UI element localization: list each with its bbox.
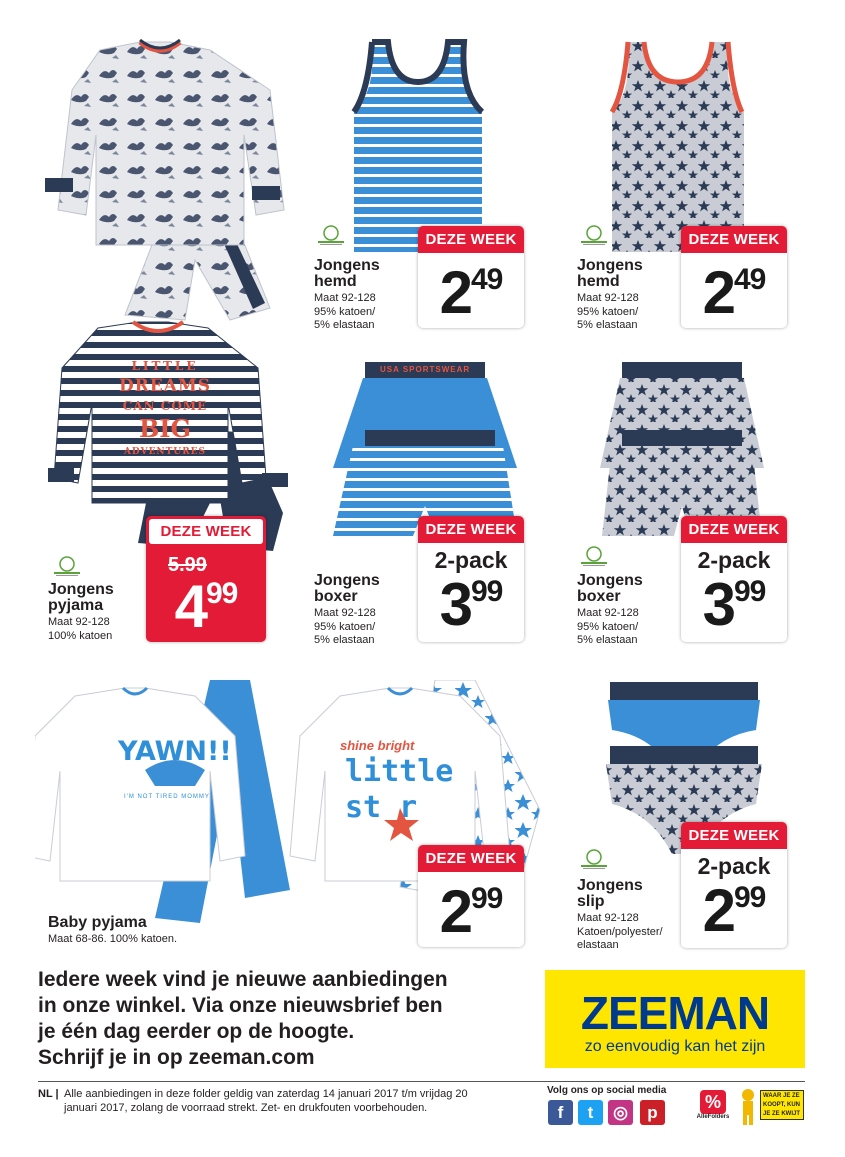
deze-week-badge: DEZE WEEK [681,226,787,253]
country-code: NL | [38,1088,59,1100]
waistband-print: USA SPORTSWEAR [380,365,471,374]
product-desc: Maat 92-128 95% katoen/ 5% elastaan [314,607,376,646]
pinterest-icon[interactable]: p [640,1100,665,1125]
product-desc: Maat 92-128 Katoen/polyester/ elastaan [577,912,663,951]
price: 299 [439,878,503,945]
percent-icon: % [700,1090,726,1114]
product-name: Jongens hemd [314,257,380,290]
shine-print: shine bright [340,738,415,753]
eco-label-icon [577,545,611,567]
product-name: Jongens hemd [577,257,643,290]
pack-label: 2-pack [697,547,771,573]
product-name: Jongens boxer [577,572,643,605]
product-desc: Maat 92-128 95% katoen/ 5% elastaan [577,607,639,646]
little-print: little [345,754,454,789]
zeeman-logo[interactable] [545,970,805,1068]
deze-week-badge: DEZE WEEK [149,519,263,544]
brand-name: ZEEMAN [580,987,770,1039]
price: 299 [702,877,766,944]
price-box [681,226,787,328]
product-name: Jongens slip [577,877,643,910]
product-name: Jongens boxer [314,572,380,605]
footer-divider [38,1081,805,1082]
social-title: Volg ons op social media [547,1085,667,1096]
product-desc: Maat 68-86. 100% katoen. [48,933,178,945]
price: 499 [174,573,238,640]
deze-week-badge: DEZE WEEK [681,516,787,543]
deze-week-badge: DEZE WEEK [418,226,524,253]
yawn-subtext: I'M NOT TIRED MOMMY [124,794,210,800]
eco-label-icon [50,555,84,577]
eco-label-icon [577,224,611,246]
deze-week-badge: DEZE WEEK [418,845,524,872]
price: 249 [702,259,766,326]
product-desc: Maat 92-128 100% katoen [48,616,113,642]
allefolders-logo[interactable] [695,1090,731,1122]
dino-pyjama-image [40,38,285,328]
product-name: Jongens pyjama [48,581,114,614]
price-box [418,226,524,328]
instagram-icon[interactable]: ◎ [608,1100,633,1125]
kwijt-badge: WAAR JE ZE KOOPT, KUN JE ZE KWIJT [760,1090,804,1120]
allefolders-label: AlleFolders [696,1114,730,1120]
product-name: Baby pyjama [48,914,147,931]
eco-label-icon [314,224,348,246]
twitter-icon[interactable]: t [578,1100,603,1125]
pack-label: 2-pack [697,853,771,879]
price: 399 [439,571,503,638]
footer-disclaimer: Alle aanbiedingen in deze folder geldig van zaterdag 14 januari 2017 t/m vrijdag 20 januari 2017, zolang de voorraad strekt. Zet- en drukfouten voorbehouden. [64,1088,468,1114]
eco-label-icon [577,848,611,870]
price: 249 [439,259,503,326]
pack-label: 2-pack [434,547,508,573]
price-box [146,516,266,642]
price: 399 [702,571,766,638]
facebook-icon[interactable]: f [548,1100,573,1125]
deze-week-badge: DEZE WEEK [681,822,787,849]
star-tank-image [610,38,745,253]
striped-tank-image [350,38,485,253]
price-box [681,516,787,642]
product-desc: Maat 92-128 95% katoen/ 5% elastaan [577,292,639,331]
price-box [418,845,524,947]
yawn-print: YAWN!! [118,736,232,767]
star-print: st r [345,790,418,825]
product-desc: Maat 92-128 95% katoen/ 5% elastaan [314,292,376,331]
deze-week-badge: DEZE WEEK [418,516,524,543]
brand-tagline: zo eenvoudig kan het zijn [584,1038,766,1055]
price-box [681,822,787,948]
mascot-icon [737,1087,759,1127]
newsletter-promo: Iedere week vind je nieuwe aanbiedingen in onze winkel. Via onze nieuwsbrief ben je één dag eerder op de hoogte. Schrijf je in op zeeman.com [38,968,448,1069]
price-box [418,516,524,642]
old-price: 5.99 [168,554,207,576]
little-dreams-print: LITTLE DREAMS CAN COME BIG ADVENTURES [118,359,212,457]
